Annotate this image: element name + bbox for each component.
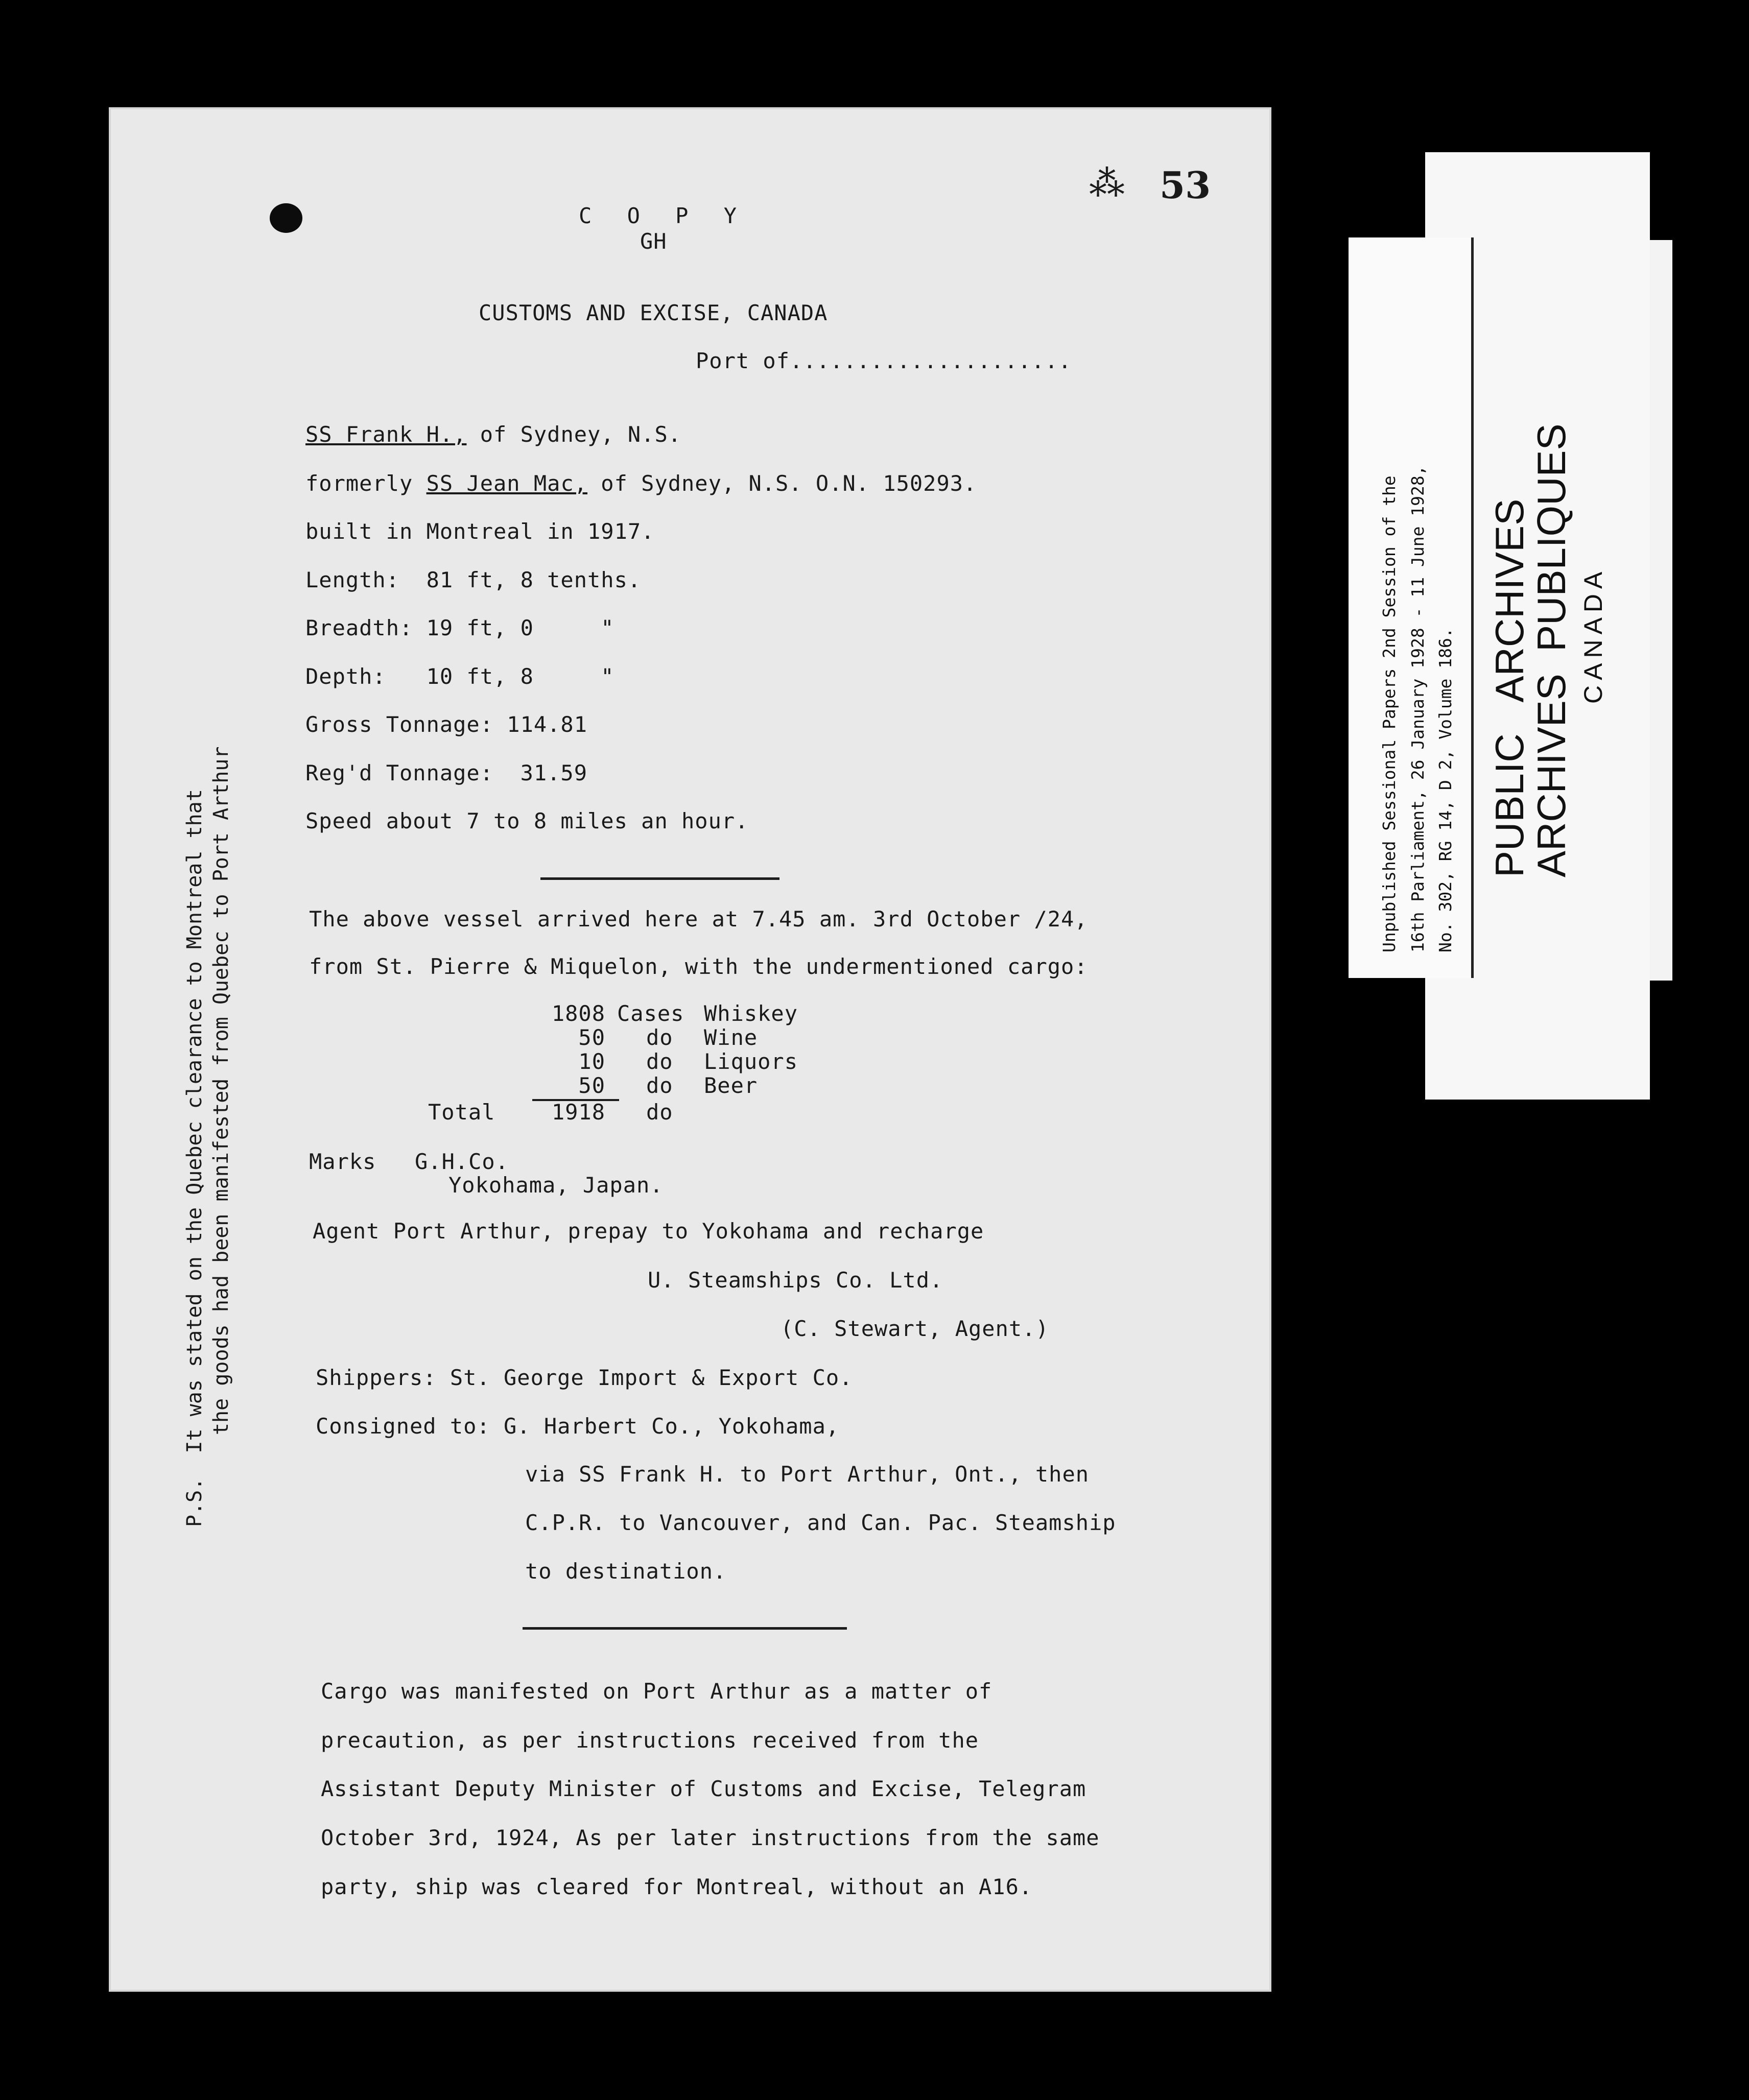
cargo-item: Liquors (704, 1049, 798, 1074)
cargo-item: Beer (704, 1073, 758, 1098)
depth-line: Depth: 10 ft, 8 " (305, 664, 614, 689)
former-vessel-name: SS Jean Mac, (426, 471, 588, 496)
cargo-qty: 1808 (551, 1001, 605, 1026)
copy-heading: C O P Y (579, 203, 748, 228)
initials: GH (640, 229, 667, 254)
consigned-line-4: to destination. (525, 1559, 727, 1584)
vessel-name: SS Frank H., (305, 422, 467, 447)
cargo-unit: do (646, 1073, 673, 1098)
vessel-name-line (305, 422, 681, 447)
agent-line: Agent Port Arthur, prepay to Yokohama and recharge (313, 1219, 984, 1244)
formerly-line (305, 471, 977, 496)
note-line-5: party, ship was cleared for Montreal, without an A16. (321, 1874, 1033, 1899)
consigned-line-1: Consigned to: G. Harbert Co., Yokohama, (316, 1414, 840, 1439)
citation-line-3: No. 302, RG 14, D 2, Volume 186. (1435, 628, 1455, 952)
port-of-line: Port of..................... (696, 348, 1072, 373)
citation-line-1: Unpublished Sessional Papers 2nd Session of the (1379, 475, 1399, 952)
archives-publiques-text: ARCHIVES PUBLIQUES (1529, 423, 1574, 877)
cargo-unit: do (646, 1049, 673, 1074)
divider-rule-2 (523, 1627, 847, 1630)
total-qty: 1918 (551, 1100, 605, 1125)
cargo-qty: 10 (578, 1049, 605, 1074)
total-unit: do (646, 1100, 673, 1125)
note-line-3: Assistant Deputy Minister of Customs and Excise, Telegram (321, 1776, 1086, 1801)
punch-hole (270, 203, 302, 233)
margin-note-line-2: the goods had been manifested from Quebec to Port Arthur (209, 746, 233, 1435)
marks-label: Marks (309, 1149, 376, 1174)
shippers-line: Shippers: St. George Import & Export Co. (316, 1365, 853, 1390)
formerly-prefix: formerly (305, 471, 427, 496)
cargo-item: Whiskey (704, 1001, 798, 1026)
consigned-line-2: via SS Frank H. to Port Arthur, Ont., then (525, 1462, 1090, 1487)
note-line-2: precaution, as per instructions received from the (321, 1728, 979, 1753)
note-line-4: October 3rd, 1924, As per later instructions from the same (321, 1825, 1100, 1850)
canada-text: CANADA (1579, 566, 1608, 704)
marks-line-2: Yokohama, Japan. (448, 1173, 664, 1198)
gross-tonnage-line: Gross Tonnage: 114.81 (305, 712, 588, 737)
check-mark: ⁂ (1089, 162, 1125, 204)
department-title: CUSTOMS AND EXCISE, CANADA (479, 300, 828, 325)
document-page (109, 107, 1271, 1992)
page-number: 53 (1160, 163, 1211, 207)
citation-line-2: 16th Parliament, 26 January 1928 - 11 June 1928, (1408, 465, 1428, 952)
agent-company: U. Steamships Co. Ltd. (648, 1268, 943, 1293)
speed-line: Speed about 7 to 8 miles an hour. (305, 808, 749, 833)
arrival-line-1: The above vessel arrived here at 7.45 am. 3rd October /24, (309, 906, 1088, 932)
total-label: Total (428, 1100, 495, 1125)
formerly-suffix: of Sydney, N.S. O.N. 150293. (587, 471, 977, 496)
built-line: built in Montreal in 1917. (305, 519, 655, 544)
arrival-line-2: from St. Pierre & Miquelon, with the undermentioned cargo: (309, 954, 1088, 979)
marks-line-1: G.H.Co. (415, 1149, 509, 1174)
cargo-unit: Cases (617, 1001, 684, 1026)
note-line-1: Cargo was manifested on Port Arthur as a matter of (321, 1679, 992, 1704)
consigned-line-3: C.P.R. to Vancouver, and Can. Pac. Steamship (525, 1510, 1116, 1535)
regd-tonnage-line: Reg'd Tonnage: 31.59 (305, 760, 588, 785)
public-archives-text: PUBLIC ARCHIVES (1487, 498, 1532, 877)
agent-signature: (C. Stewart, Agent.) (781, 1316, 1049, 1341)
margin-note-line-1: P.S. It was stated on the Quebec clearance to Montreal that (183, 789, 206, 1527)
cargo-unit: do (646, 1025, 673, 1050)
cargo-qty: 50 (578, 1073, 605, 1098)
cargo-item: Wine (704, 1025, 758, 1050)
length-line: Length: 81 ft, 8 tenths. (305, 567, 642, 592)
cargo-qty: 50 (578, 1025, 605, 1050)
breadth-line: Breadth: 19 ft, 0 " (305, 615, 614, 640)
vessel-home-port: of Sydney, N.S. (466, 422, 682, 447)
divider-rule (540, 877, 779, 880)
